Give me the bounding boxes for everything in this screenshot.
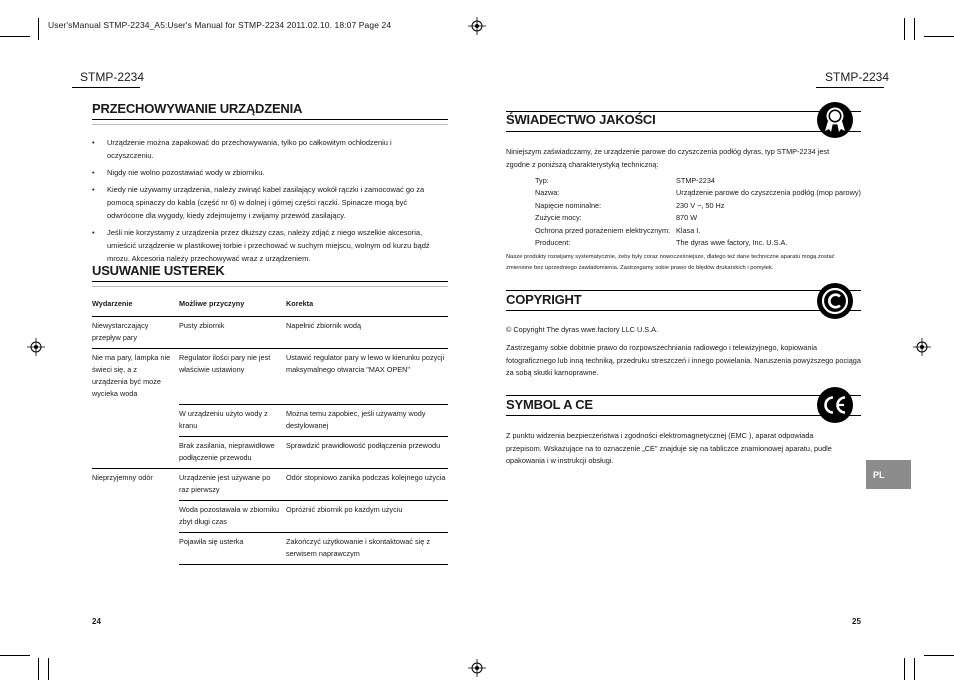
column-header: Korekta [286, 296, 448, 317]
table-cell: Pusty zbiornik [179, 317, 286, 349]
spec-label: Napięcie nominalne: [535, 200, 602, 210]
spec-value: STMP-2234 [676, 176, 715, 185]
section-rule [506, 131, 861, 132]
registration-mark-icon [468, 659, 486, 677]
quality-intro: Niniejszym zaświadczamy, że urządzenie parowe do czyszczenia podłóg dyras, typ STMP-2234 jest zgodne z poniższą charakterystyką techniczną: [506, 147, 830, 169]
ce-text: Z punktu widzenia bezpieczeństwa i zgodności elektromagnetycznej (EMC ), aparat odpowiada przepisom. Wskazujące na to oznaczenie „CE" znajduje się na tabliczce znamionowej aparatu, pudle opakowania i w instrukcji obsługi. [506, 431, 832, 465]
spec-value: The dyras wwe factory, Inc. U.S.A. [676, 238, 788, 248]
registration-mark-icon [913, 338, 931, 356]
spec-row [535, 237, 865, 249]
spec-label: Zużycie mocy: [535, 213, 582, 223]
page-number-left: 24 [92, 617, 101, 626]
list-item: • Jeśli nie korzystamy z urządzenia przez dłuższy czas, należy zdjąć z niego wszelkie akcesoria, umieścić urządzenie w plastikowej torbie i przechować w suchym miejscu, wolnym od kurzu bądź mrozu. Akcesoria należy przechowywać wraz z urządzeniem. [92, 226, 437, 265]
disclaimer-note: Nasze produkty rozwijamy systematycznie, żeby były coraz nowocześniejsze, dlatego też dane techniczne aparatu mogą zostać zmienione bez uprzedniego zawiadomienia. Zastrzegamy sobie prawo do błędów drukarskich i pomyłek. [506, 254, 835, 271]
table-header-row [92, 296, 448, 317]
quality-rosette-icon [816, 101, 854, 139]
ce-mark-icon [816, 386, 854, 424]
list-item: • Kiedy nie używamy urządzenia, należy zwinąć kabel zasilający wokół rączki i zamocować go za pomocą spinaczy do kabla (część nr 6) w dolnej i górnej części rączki. Spinacze mogą być odwrócone dla wygody, kiedy zdejmujemy i zwijamy przewód zasilający. [92, 183, 437, 222]
spec-row [535, 212, 865, 224]
table-cell: Niewystarczający przepływ pary [92, 317, 179, 349]
column-header: Możliwe przyczyny [179, 296, 286, 317]
column-header: Wydarzenie [92, 296, 179, 317]
section-title-ce: SYMBOL A CE [506, 397, 593, 412]
header-rule [72, 87, 140, 88]
spec-label: Producent: [535, 238, 571, 248]
table-cell: Odór stopniowo zanika podczas kolejnego użycia [286, 468, 448, 500]
table-row [92, 532, 448, 564]
model-header-right: STMP-2234 [825, 70, 890, 84]
spec-row [535, 175, 865, 187]
spec-value: Klasa I. [676, 225, 701, 235]
registration-mark-icon [468, 17, 486, 35]
section-rule [92, 124, 448, 125]
table-cell: Sprawdzić prawidłowość podłączenia przewodu [286, 436, 448, 468]
spec-value: Urządzenie parowe do czyszczenia podłóg (mop parowy) [676, 188, 861, 198]
table-cell: Ustawić regulator pary w lewo w kierunku pozycji maksymalnego otwarcia "MAX OPEN" [286, 349, 448, 405]
spec-value: 230 V ~, 50 Hz [676, 200, 725, 210]
table-cell: W urządzeniu użyto wody z kranu [179, 404, 286, 436]
table-cell: Regulator ilości pary nie jest właściwie ustawiony [179, 349, 286, 405]
spec-value: 870 W [676, 213, 698, 223]
table-cell: Zakończyć użytkowanie i skontaktować się z serwisem naprawczym [286, 532, 448, 564]
spec-row [535, 200, 865, 212]
table-cell: Nieprzyjemny odór [92, 472, 153, 482]
table-row [92, 468, 448, 500]
table-row [92, 436, 448, 468]
spec-label: Typ: [535, 176, 549, 185]
page-number-right: 25 [852, 617, 861, 626]
storage-bullet-list [92, 136, 437, 269]
table-cell: Pojawiła się usterka [179, 532, 286, 564]
spec-label: Nazwa: [535, 188, 560, 198]
table-row [92, 500, 448, 532]
table-row [92, 404, 448, 436]
section-rule [92, 119, 448, 120]
section-rule [506, 310, 861, 311]
spec-row [535, 225, 865, 237]
spec-row [535, 187, 865, 199]
table-cell: Nie ma pary, lampka nie świeci się, a z urządzenia być może wycieka woda [92, 353, 171, 398]
spec-label: Ochrona przed porażeniem elektrycznym: [535, 225, 671, 235]
spec-list [535, 175, 865, 249]
section-rule [506, 111, 861, 112]
list-item: • Urządzenie można zapakować do przechowywania, tylko po całkowitym ochłodzeniu i oczyszczeniu. [92, 136, 437, 162]
printer-slug: User'sManual STMP-2234_A5:User's Manual for STMP-2234 2011.02.10. 18:07 Page 24 [48, 20, 392, 30]
section-rule [506, 395, 861, 396]
section-title-quality: ŚWIADECTWO JAKOŚCI [506, 112, 656, 127]
table-cell [92, 436, 179, 468]
section-rule [92, 281, 448, 282]
table-cell [92, 532, 179, 564]
copyright-text: Zastrzegamy sobie dobitnie prawo do rozpowszechniania radiowego i telewizyjnego, kopiowania fotograficznego lub inną techniką, przedruku streszczeń i innego powielania. Naruszenia powyższego pociąga za sobą skutki karnoprawne. [506, 343, 861, 377]
section-rule [506, 290, 861, 291]
table-cell: Napełnić zbiornik wodą [286, 317, 448, 349]
table-row [92, 317, 448, 349]
copyright-line: © Copyright The dyras wwe.factory LLC U.S.A. [506, 325, 659, 334]
header-rule [816, 87, 884, 88]
section-title-copyright: COPYRIGHT [506, 292, 582, 307]
section-rule [506, 415, 861, 416]
table-cell [92, 404, 179, 436]
section-title-storage: PRZECHOWYWANIE URZĄDZENIA [92, 101, 303, 116]
table-cell: Opróżnić zbiornik po każdym użyciu [286, 500, 448, 532]
registration-mark-icon [27, 338, 45, 356]
table-cell: Urządzenie jest używane po raz pierwszy [179, 468, 286, 500]
model-header-left: STMP-2234 [80, 70, 145, 84]
section-rule [92, 286, 448, 287]
table-cell: Można temu zapobiec, jeśli używamy wody destylowanej [286, 404, 448, 436]
table-cell: Brak zasilania, nieprawidłowe podłączenie przewodu [179, 436, 286, 468]
section-title-troubleshooting: USUWANIE USTEREK [92, 263, 225, 278]
copyright-icon [816, 282, 854, 320]
list-item: • Nigdy nie wolno pozostawiać wody w zbiorniku. [92, 166, 437, 179]
troubleshooting-table [92, 296, 448, 565]
table-cell [92, 500, 179, 532]
table-cell: Woda pozostawała w zbiorniku zbyt długi czas [179, 500, 286, 532]
language-tab: PL [866, 460, 911, 489]
table-row [92, 349, 448, 405]
